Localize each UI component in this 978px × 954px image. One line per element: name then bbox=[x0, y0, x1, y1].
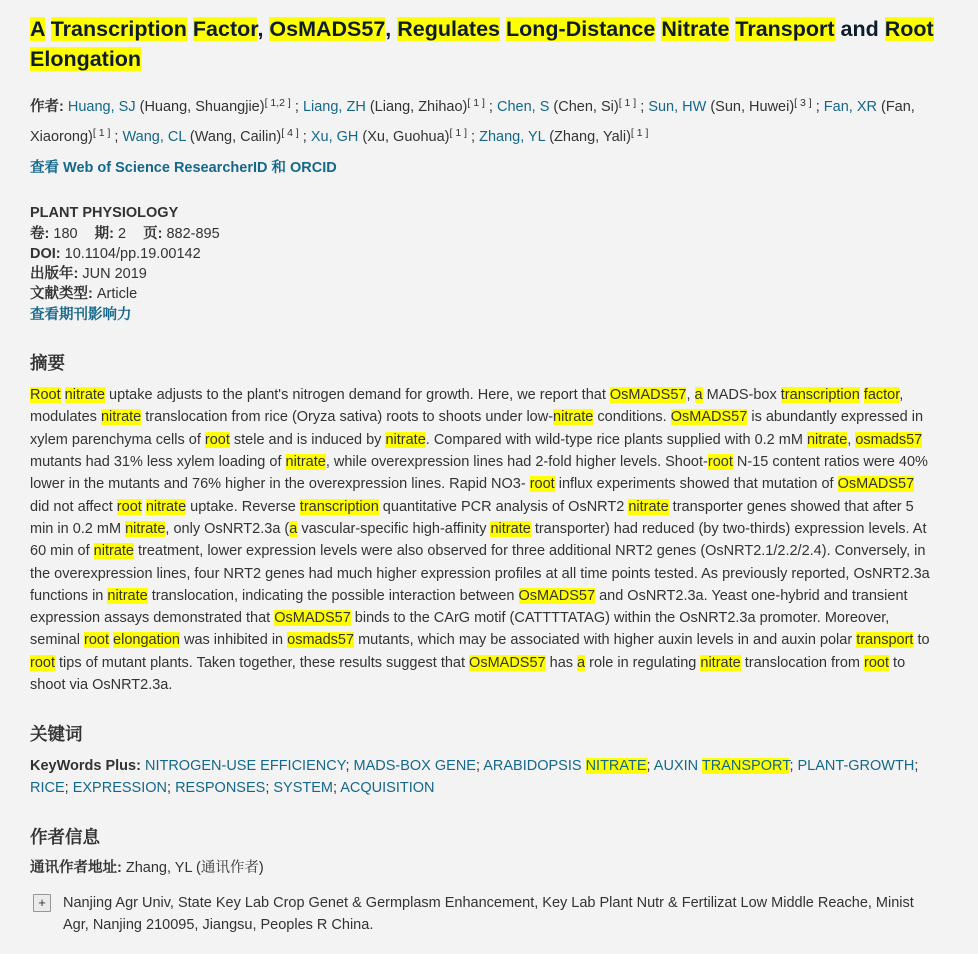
doi-label: DOI: bbox=[30, 246, 61, 263]
abstract-heading: 摘要 bbox=[30, 353, 65, 374]
highlighted-term: root bbox=[84, 632, 109, 649]
text-segment: [ 1 ] bbox=[630, 127, 649, 140]
highlighted-term: OsMADS57 bbox=[837, 476, 915, 493]
pubyear-line bbox=[30, 264, 934, 284]
text-segment: , bbox=[847, 431, 856, 448]
address-text: Nanjing Agr Univ, State Key Lab Crop Genet & Germplasm Enhancement, Key Lab Plant Nutr & Fertilizat Low Middle Reache, Minist Agr, Nanjing 210095, Jiangsu, Peoples R China. bbox=[63, 895, 914, 934]
doctype-label: 文献类型: bbox=[30, 286, 93, 303]
text-segment: ; bbox=[484, 99, 497, 116]
highlighted-term: root bbox=[707, 454, 733, 471]
text-segment: ; bbox=[167, 780, 176, 797]
author-link-liang-zh[interactable]: Liang, ZH bbox=[302, 99, 366, 116]
highlighted-term: Nitrate bbox=[661, 17, 730, 41]
highlighted-term: transcription bbox=[780, 387, 860, 404]
text-segment: and bbox=[834, 17, 885, 41]
keyword-link-expression[interactable]: EXPRESSION bbox=[72, 780, 167, 797]
volume-value: 180 bbox=[53, 226, 78, 243]
highlighted-term: root bbox=[864, 654, 890, 671]
authors-label: 作者: bbox=[30, 99, 64, 116]
highlighted-term: A bbox=[30, 17, 45, 41]
text-segment: ; bbox=[811, 99, 824, 116]
text-segment: [ 1 ] bbox=[618, 97, 637, 110]
text-segment: quantitative PCR analysis of OsNRT2 bbox=[378, 498, 629, 515]
text-segment: uptake adjusts to the plant's nitrogen demand for growth. Here, we report that bbox=[104, 387, 610, 404]
text-segment: ; bbox=[290, 99, 303, 116]
text-segment bbox=[187, 17, 193, 41]
text-segment: [ 1 ] bbox=[467, 97, 485, 110]
volume-issue-pages-line bbox=[30, 224, 934, 244]
text-segment: (Liang, Zhihao) bbox=[365, 99, 468, 116]
text-segment: ; bbox=[636, 99, 649, 116]
corresponding-address-label: 通讯作者地址: bbox=[30, 860, 122, 877]
text-segment: , only OsNRT2.3a ( bbox=[165, 520, 290, 537]
volume-label: 卷: bbox=[30, 226, 50, 243]
view-researcherid-orcid-link[interactable]: 查看 Web of Science ResearcherID 和 ORCID bbox=[30, 160, 337, 177]
text-segment: [ 1 ] bbox=[92, 127, 111, 140]
doi-line bbox=[30, 244, 934, 264]
text-segment: [ 1,2 ] bbox=[264, 97, 291, 110]
abstract-text bbox=[30, 384, 934, 696]
text-segment: is abundantly expressed in xylem parenchyma cells of bbox=[30, 409, 924, 448]
text-segment bbox=[45, 17, 51, 41]
text-segment: , modulates bbox=[30, 387, 904, 426]
text-segment: influx experiments showed that mutation of bbox=[554, 476, 838, 493]
highlighted-term: Factor bbox=[192, 17, 258, 41]
text-segment: to bbox=[913, 632, 930, 649]
authors-list bbox=[30, 99, 915, 145]
doi-value: 10.1104/pp.19.00142 bbox=[64, 246, 201, 263]
keyword-link-transport[interactable]: TRANSPORT bbox=[701, 758, 790, 775]
text-segment: (Sun, Huwei) bbox=[706, 99, 795, 116]
highlighted-term: Transcription bbox=[50, 17, 187, 41]
text-segment: ; bbox=[345, 758, 354, 775]
keyword-link-arabidopsis[interactable]: ARABIDOPSIS bbox=[483, 758, 586, 775]
keyword-link-auxin[interactable]: AUXIN bbox=[653, 758, 702, 775]
text-segment: , bbox=[385, 17, 398, 41]
author-info-heading: 作者信息 bbox=[30, 827, 100, 848]
highlighted-term: Regulates bbox=[397, 17, 501, 41]
text-segment: [ 1 ] bbox=[449, 127, 467, 140]
author-link-chen-s[interactable]: Chen, S bbox=[496, 99, 550, 116]
pubyear-value: JUN 2019 bbox=[82, 266, 147, 283]
highlighted-term: root bbox=[529, 476, 555, 493]
text-segment: translocation from bbox=[740, 654, 865, 671]
text-segment: was inhibited in bbox=[179, 632, 288, 649]
highlighted-term: a bbox=[577, 654, 586, 671]
keyword-link-system[interactable]: SYSTEM bbox=[273, 780, 333, 797]
view-journal-impact-link[interactable]: 查看期刊影响力 bbox=[30, 307, 132, 324]
highlighted-term: nitrate bbox=[385, 431, 426, 448]
keywords-heading: 关键词 bbox=[30, 724, 83, 745]
text-segment: ; bbox=[646, 758, 654, 775]
pubyear-label: 出版年: bbox=[30, 266, 79, 283]
highlighted-term: OsMADS57 bbox=[269, 17, 386, 41]
text-segment: vascular-specific high-affinity bbox=[297, 520, 491, 537]
author-link-zhang-yl[interactable]: Zhang, YL bbox=[479, 129, 546, 146]
keyword-link-acquisition[interactable]: ACQUISITION bbox=[340, 780, 435, 797]
text-segment: (Huang, Shuangjie) bbox=[135, 99, 265, 116]
highlighted-term: nitrate bbox=[93, 543, 134, 560]
highlighted-term: root bbox=[116, 498, 142, 515]
highlighted-term: Elongation bbox=[30, 47, 142, 72]
text-segment: translocation from rice (Oryza sativa) roots to shoots under low- bbox=[141, 409, 554, 426]
author-link-sun-hw[interactable]: Sun, HW bbox=[648, 99, 707, 116]
text-segment: (Chen, Si) bbox=[549, 99, 619, 116]
text-segment: (Zhang, Yali) bbox=[545, 129, 631, 146]
article-title bbox=[30, 14, 934, 74]
highlighted-term: nitrate bbox=[490, 520, 531, 537]
highlighted-term: Long-Distance bbox=[506, 17, 656, 41]
highlighted-term: OsMADS57 bbox=[274, 610, 351, 627]
text-segment: mutants, which may be associated with higher auxin levels in and auxin polar bbox=[354, 632, 857, 649]
author-link-wang-cl[interactable]: Wang, CL bbox=[122, 129, 186, 146]
text-segment: , while overexpression lines had 2-fold higher levels. Shoot- bbox=[325, 454, 708, 471]
text-segment: , bbox=[257, 17, 270, 41]
highlighted-term: OsMADS57 bbox=[518, 587, 596, 604]
keyword-link-nitrogen-use-efficiency[interactable]: NITROGEN-USE EFFICIENCY bbox=[144, 758, 346, 775]
highlighted-term: transcription bbox=[299, 498, 379, 515]
highlighted-term: osmads57 bbox=[287, 632, 355, 649]
text-segment: and OsNRT2.3a. Yeast one-hybrid and transient expression assays demonstrated that bbox=[30, 587, 908, 627]
text-segment: . Compared with wild-type rice plants supplied with 0.2 mM bbox=[425, 431, 807, 448]
doctype-value: Article bbox=[96, 286, 138, 303]
text-segment: ; bbox=[298, 129, 311, 146]
text-segment: , bbox=[686, 387, 695, 404]
keyword-link-nitrate[interactable]: NITRATE bbox=[585, 758, 647, 775]
journal-name: PLANT PHYSIOLOGY bbox=[30, 205, 179, 222]
doctype-line bbox=[30, 284, 934, 304]
highlighted-term: nitrate bbox=[107, 587, 148, 604]
highlighted-term: OsMADS57 bbox=[469, 654, 546, 671]
pages-value: 882-895 bbox=[166, 226, 220, 243]
address-row bbox=[33, 892, 934, 936]
keywords-plus-label: KeyWords Plus: bbox=[30, 758, 141, 775]
corresponding-author-value: Zhang, YL (通讯作者) bbox=[125, 860, 264, 877]
keyword-link-plant-growth[interactable]: PLANT-GROWTH bbox=[797, 758, 915, 775]
text-segment: uptake. Reverse bbox=[186, 498, 300, 515]
text-segment: treatment, lower expression levels were also observed for three additional NRT2 genes (OsNRT2.1/2.2/2.4). Conversely, in the overexpression lines, four NRT2 genes had much higher expression profiles at all time points tested. As previously reported, OsNRT2.3a functions in bbox=[30, 543, 930, 604]
pages-label: 页: bbox=[143, 226, 163, 243]
highlighted-term: nitrate bbox=[145, 498, 187, 515]
text-segment: mutants had 31% less xylem loading of bbox=[30, 454, 286, 471]
text-segment: (Xu, Guohua) bbox=[358, 129, 450, 146]
highlighted-term: root bbox=[204, 431, 230, 448]
highlighted-term: nitrate bbox=[100, 409, 142, 426]
keywords-line bbox=[30, 755, 934, 799]
text-segment: translocation, indicating the possible interaction between bbox=[147, 587, 519, 604]
highlighted-term: Root bbox=[30, 387, 61, 404]
text-segment: tips of mutant plants. Taken together, these results suggest that bbox=[55, 654, 470, 671]
text-segment: [ 3 ] bbox=[794, 97, 812, 110]
text-segment: transporter) had reduced (by two-thirds) expression levels. At 60 min of bbox=[30, 520, 927, 560]
highlighted-term: nitrate bbox=[553, 409, 594, 426]
highlighted-term: a bbox=[289, 520, 298, 537]
text-segment: ; bbox=[64, 780, 73, 797]
text-segment: ; bbox=[789, 758, 798, 775]
highlighted-term: nitrate bbox=[125, 520, 166, 537]
text-segment: did not affect bbox=[30, 498, 117, 515]
text-segment: ; bbox=[265, 780, 274, 797]
highlighted-term: transport bbox=[856, 632, 914, 649]
highlighted-term: nitrate bbox=[285, 454, 326, 471]
text-segment: N-15 content ratios were 40% lower in the mutants and 76% higher in the overexpression lines. Rapid NO3- bbox=[30, 454, 928, 493]
publication-info bbox=[30, 203, 934, 325]
text-segment: ; bbox=[475, 758, 484, 775]
issue-value: 2 bbox=[117, 226, 127, 243]
text-segment: transporter genes showed that after 5 min in 0.2 mM bbox=[30, 498, 914, 537]
highlighted-term: OsMADS57 bbox=[609, 387, 687, 404]
text-segment: ; bbox=[914, 758, 919, 775]
authors-line bbox=[30, 90, 934, 150]
text-segment: [ 4 ] bbox=[281, 127, 299, 140]
keyword-link-rice[interactable]: RICE bbox=[30, 780, 65, 797]
highlighted-term: nitrate bbox=[700, 654, 741, 671]
expand-address-button[interactable]: + bbox=[33, 894, 51, 912]
highlighted-term: OsMADS57 bbox=[670, 409, 748, 426]
highlighted-term: Transport bbox=[735, 17, 835, 41]
text-segment: (Fan, Xiaorong) bbox=[30, 99, 915, 146]
text-segment: role in regulating bbox=[585, 654, 701, 671]
highlighted-term: nitrate bbox=[628, 498, 669, 515]
text-segment: to shoot via OsNRT2.3a. bbox=[30, 654, 906, 694]
highlighted-term: factor bbox=[863, 387, 900, 404]
highlighted-term: nitrate bbox=[806, 431, 848, 448]
highlighted-term: nitrate bbox=[64, 387, 105, 404]
text-segment: stele and is induced by bbox=[229, 431, 386, 448]
text-segment: (Wang, Cailin) bbox=[185, 129, 282, 146]
highlighted-term: osmads57 bbox=[855, 431, 923, 448]
highlighted-term: elongation bbox=[113, 632, 180, 649]
text-segment: ; bbox=[467, 129, 480, 146]
highlighted-term: Root bbox=[884, 17, 934, 41]
text-segment: ; bbox=[333, 780, 341, 797]
author-link-huang-sj[interactable]: Huang, SJ bbox=[67, 99, 136, 116]
highlighted-term: root bbox=[30, 654, 55, 671]
corresponding-author-line bbox=[30, 858, 934, 879]
text-segment: conditions. bbox=[593, 409, 671, 426]
highlighted-term: a bbox=[694, 387, 703, 404]
text-segment: binds to the CArG motif (CATTTTATAG) within the OsNRT2.3a promoter. Moreover, seminal bbox=[30, 610, 890, 649]
text-segment: MADS-box bbox=[702, 387, 781, 404]
text-segment: ; bbox=[110, 129, 123, 146]
author-link-xu-gh[interactable]: Xu, GH bbox=[310, 129, 359, 146]
text-segment: has bbox=[545, 654, 578, 671]
author-link-fan-xr[interactable]: Fan, XR bbox=[823, 99, 877, 116]
keyword-link-responses[interactable]: RESPONSES bbox=[175, 780, 266, 797]
issue-label: 期: bbox=[94, 226, 114, 243]
keyword-link-mads-box-gene[interactable]: MADS-BOX GENE bbox=[353, 758, 476, 775]
